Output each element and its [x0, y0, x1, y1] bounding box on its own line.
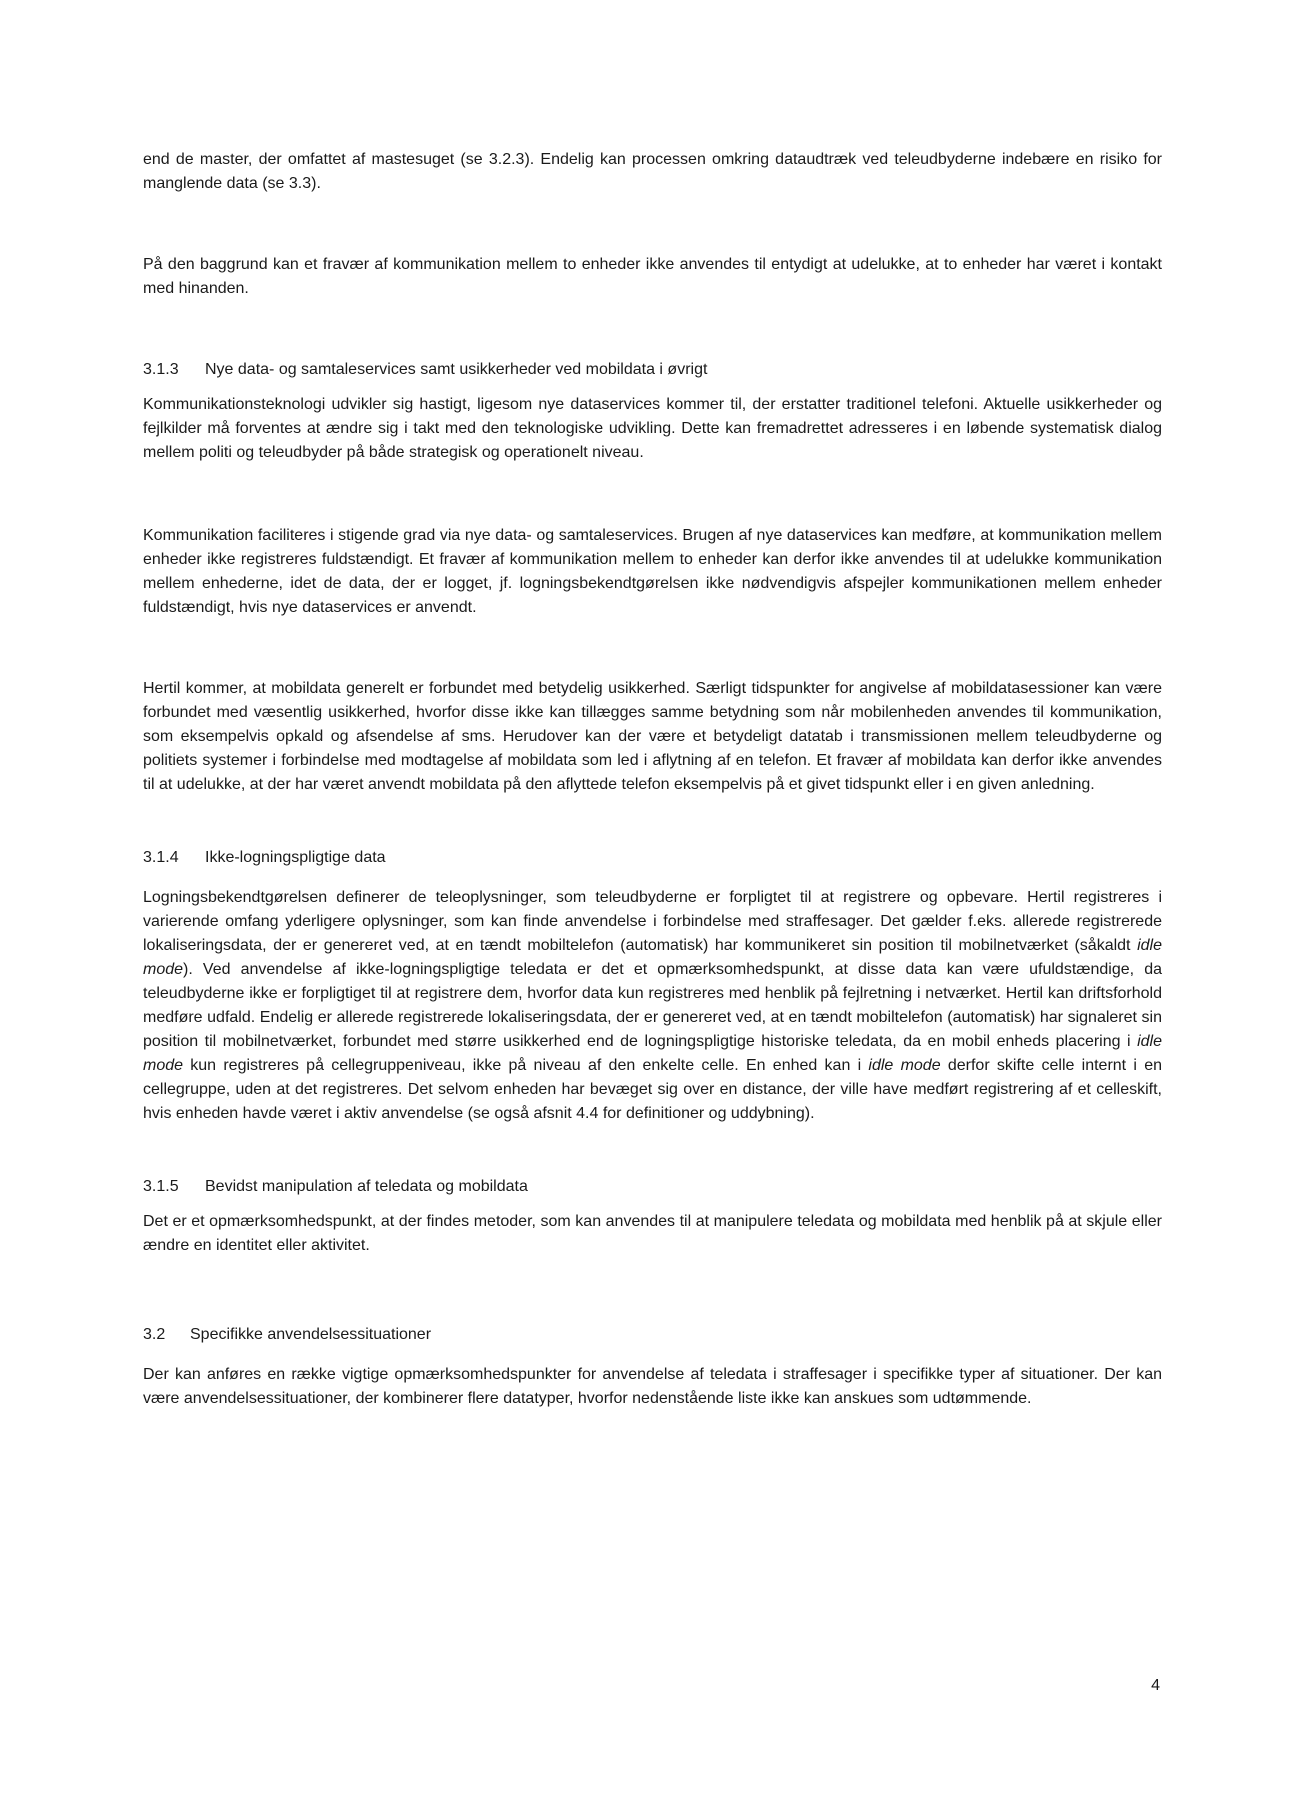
text-segment: ). Ved anvendelse af ikke-logningspligtige teledata er det et opmærksomhedspunkt, at disse data kan være ufuldstændige, da teleudbyderne ikke er forpligtiget til at registrere dem, hvorfor data kun registreres med henblik på fejlretning i netværket. Hertil kan driftsforhold medføre udfald. Endelig er allerede registrerede lokaliseringsdata, der er genereret ved, at en tændt mobiltelefon (automatisk) har signaleret sin position til mobilnetværket, forbundet med større usikkerhed end de logningspligtige historiske teledata, da en mobil enheds placering i — [143, 961, 1162, 1050]
section-number: 3.1.5 — [143, 1178, 179, 1195]
section-title: Specifikke anvendelsessituationer — [190, 1326, 432, 1343]
section-number: 3.1.4 — [143, 849, 179, 866]
italic-term-idle-mode: idle mode — [143, 1033, 1162, 1074]
section-heading-3-1-3 — [143, 358, 1162, 382]
section-heading-3-1-4 — [143, 846, 1162, 870]
intro-paragraph-continued: end de master, der omfattet af mastesuget (se 3.2.3). Endelig kan processen omkring dataudtræk ved teleudbyderne indebære en risiko for manglende data (se 3.3). — [143, 151, 1162, 192]
section-3-1-3-paragraph-1: Kommunikationsteknologi udvikler sig hastigt, ligesom nye dataservices kommer til, der erstatter traditionel telefoni. Aktuelle usikkerheder og fejlkilder må forventes at ændre sig i takt med den teknologiske udvikling. Dette kan fremadrettet adresseres i en løbende systematisk dialog mellem politi og teleudbyder på både strategisk og operationelt niveau. — [143, 396, 1162, 461]
section-title: Nye data- og samtaleservices samt usikkerheder ved mobildata i øvrigt — [205, 361, 708, 378]
italic-term-idle-mode: idle mode — [143, 937, 1162, 978]
section-heading-3-2 — [143, 1323, 1162, 1347]
section-3-2-paragraph-1: Der kan anføres en række vigtige opmærksomhedspunkter for anvendelse af teledata i straffesager i specifikke typer af situationer. Der kan være anvendelsessituationer, der kombinerer flere datatyper, hvorfor nedenstående liste ikke kan anskues som udtømmende. — [143, 1366, 1162, 1407]
italic-term-idle-mode: idle mode — [868, 1057, 941, 1074]
text-segment: kun registreres på cellegruppeniveau, ikke på niveau af den enkelte celle. En enhed kan i — [183, 1057, 869, 1074]
section-title: Ikke-logningspligtige data — [205, 849, 386, 866]
text-segment: derfor skifte celle internt i en cellegruppe, uden at det registreres. Det selvom enheden har bevæget sig over en distance, der ville have medført registrering af et celleskift, hvis enheden havde været i aktiv anvendelse (se også afsnit 4.4 for definitioner og uddybning). — [143, 1057, 1162, 1122]
section-title: Bevidst manipulation af teledata og mobildata — [205, 1178, 528, 1195]
section-heading-3-1-5 — [143, 1175, 1162, 1199]
section-number: 3.2 — [143, 1326, 166, 1343]
section-3-1-4-paragraph-1 — [143, 886, 1162, 1126]
section-3-1-3-paragraph-3: Hertil kommer, at mobildata generelt er forbundet med betydelig usikkerhed. Særligt tidspunkter for angivelse af mobildatasessioner kan være forbundet med væsentlig usikkerhed, hvorfor disse ikke kan tillægges samme betydning som når mobilenheden anvendes til kommunikation, som eksempelvis opkald og afsendelse af sms. Herudover kan der være et betydeligt datatab i transmissionen mellem teleudbyderne og politiets systemer i forbindelse med modtagelse af mobildata som led i aflytning af en telefon. Et fravær af mobildata kan derfor ikke anvendes til at udelukke, at der har været anvendt mobildata på den aflyttede telefon eksempelvis på et givet tidspunkt eller i en given anledning. — [143, 680, 1162, 793]
section-number: 3.1.3 — [143, 361, 179, 378]
intro-paragraph-conclusion: På den baggrund kan et fravær af kommunikation mellem to enheder ikke anvendes til entydigt at udelukke, at to enheder har været i kontakt med hinanden. — [143, 256, 1162, 297]
text-segment: Logningsbekendtgørelsen definerer de teleoplysninger, som teleudbyderne er forpligtet til at registrere og opbevare. Hertil registreres i varierende omfang yderligere oplysninger, som kan finde anvendelse i forbindelse med straffesager. Det gælder f.eks. allerede registrerede lokaliseringsdata, der er genereret ved, at en tændt mobiltelefon (automatisk) har kommunikeret sin position til mobilnetværket (såkaldt — [143, 889, 1162, 954]
section-3-1-3-paragraph-2: Kommunikation faciliteres i stigende grad via nye data- og samtaleservices. Brugen af nye dataservices kan medføre, at kommunikation mellem enheder ikke registreres fuldstændigt. Et fravær af kommunikation mellem to enheder kan derfor ikke anvendes til at udelukke kommunikation mellem enhederne, idet de data, der er logget, jf. logningsbekendtgørelsen ikke nødvendigvis afspejler kommunikationen mellem enheder fuldstændigt, hvis nye dataservices er anvendt. — [143, 527, 1162, 616]
page-number: 4 — [1151, 1677, 1160, 1694]
section-3-1-5-paragraph-1: Det er et opmærksomhedspunkt, at der findes metoder, som kan anvendes til at manipulere teledata og mobildata med henblik på at skjule eller ændre en identitet eller aktivitet. — [143, 1213, 1162, 1254]
